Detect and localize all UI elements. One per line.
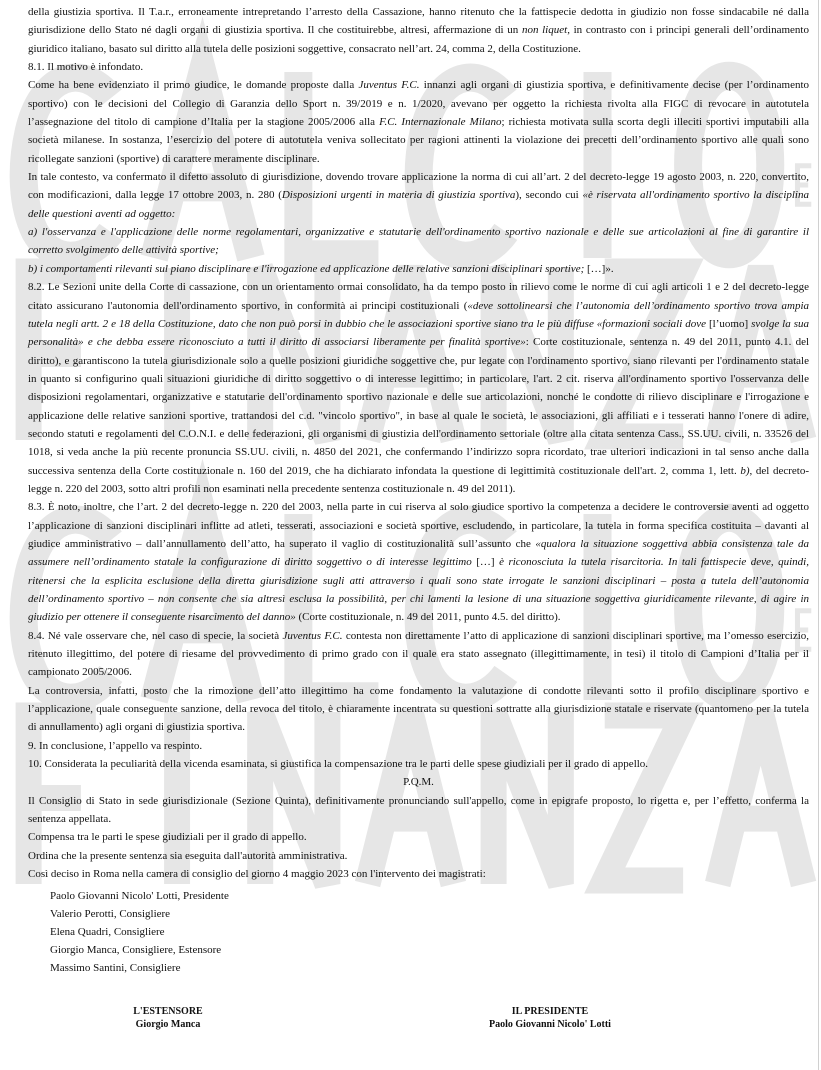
text-segment: secondo statuti e regolamenti del C.O.N.I. e delle federazioni, gli organismi di giustizia dell'ordinamento settoriale (oltre alla citata sentenza Cass., SS.UU. civili, n. 33526 del — [28, 427, 809, 440]
italic-segment: corretto svolgimento delle attività sportive; — [28, 244, 219, 257]
text-line — [28, 847, 809, 865]
signature-role: L'ESTENSORE — [133, 1006, 203, 1017]
judge-item: Elena Quadri, Consigliere — [50, 926, 165, 938]
paragraph — [28, 76, 809, 168]
judge-item: Giorgio Manca, Consigliere, Estensore — [50, 944, 222, 956]
paragraph — [28, 792, 809, 829]
text-segment: giurisdizione dello Stato né dagli organi di giustizia sportiva. Il che costituirebbe, altresì, affermazione di un — [28, 24, 522, 37]
text-segment: P.Q.M. — [403, 776, 434, 789]
text-segment: successiva sentenza della Corte costituzionale n. 160 del 2019, che ha dichiarato infondata la questione di legittimità costituzionale dell'art. 2, comma 1, lett. — [28, 464, 741, 477]
italic-segment: tutela negli artt. 2 e 18 della Costituzione, dato che non può porsi in dubbio che le associazioni sportive siano tra le più diffuse «formazioni sociali dove — [28, 317, 707, 330]
text-segment: 8.3. È noto, inoltre, che l’art. 2 del decreto-legge n. 220 del 2003, nella parte in cui riserva al solo giudice sportivo la competenza a decidere le controversie aventi ad oggetto — [28, 501, 809, 514]
paragraph — [28, 737, 809, 755]
text-line — [28, 718, 809, 736]
text-line — [28, 186, 809, 204]
paragraph — [28, 223, 809, 260]
paragraph — [28, 3, 809, 58]
text-segment: in quanto si configurino quali situazioni giuridiche di diritto soggettivo o di interesse legittimo; in particolare, l'art. 2 cit. riserva all'ordinamento sportivo l'osservanza delle — [28, 372, 809, 385]
text-line — [28, 663, 809, 681]
italic-segment: dell’ordinamento sportivo – non consente che sia altresì esclusa la possibilità, per chi lamenti la lesione di una situazione soggettiva giuridicamente rilevante, di agire in — [28, 593, 809, 605]
text-segment: sentenza appellata. — [28, 813, 112, 826]
text-segment: innanzi agli organi di giustizia sportiva, e definitivamente decise (per l’ordinamento — [419, 79, 810, 92]
italic-segment: giudizio per ottenere il conseguente risarcimento del danno» — [28, 611, 296, 624]
text-segment: […]». — [584, 262, 614, 275]
text-segment: Il Consiglio di Stato in sede giurisdizionale (Sezione Quinta), definitivamente pronunciando sull'appello, come in epigrafe proposto, lo rigetta e, per l’effetto, conferma la — [28, 794, 809, 807]
text-segment: società milanese. In sostanza, l’esercizio del potere di autotutela veniva sollecitato per ragioni attinenti la violazione dei precetti dell’ordinamento sportivo alle quali sono — [28, 134, 809, 147]
text-segment: ritenuto illegittimo, del potere di riesame del provvedimento di primo grado con il quale era stato assegnato (illegittimamente, in tesi) il titolo di Campioni d’Italia per il — [28, 648, 809, 661]
text-segment: 9. In conclusione, l’appello va respinto. — [28, 739, 203, 752]
text-segment: l’applicazione, quale conseguente sanzione, della revoca del titolo, è chiaramente incentrata su questioni sottratte alla giurisdizione statale e riservate (quantomeno per la tutela — [28, 703, 809, 716]
judge-item: Massimo Santini, Consigliere — [50, 962, 181, 974]
text-segment: della giustizia sportiva. Il T.a.r., erroneamente intrepretando l’arresto della Cassazione, hanno ritenuto che la fattispecie dedotta in giudizio non fosse sindacabile né dalla — [28, 6, 809, 18]
text-line — [28, 865, 809, 883]
italic-segment: Juventus F.C. — [358, 79, 420, 92]
text-segment: applicazione delle relative sanzioni sportive, trattandosi del c.d. "vincolo sportivo", in base al quale le società, le associazioni, gli affiliati e i tesserati hanno l'onere di adire, — [28, 409, 809, 422]
text-line — [28, 810, 809, 828]
text-line — [28, 370, 809, 388]
text-line — [28, 95, 809, 113]
text-segment: Compensa tra le parti le spese giudiziali per il grado di appello. — [28, 831, 307, 844]
paragraph — [28, 682, 809, 737]
judge-item: Paolo Giovanni Nicolo' Lotti, Presidente — [50, 890, 229, 902]
text-segment: giuridico italiano, basato sul diritto alla tutela delle posizioni soggettive, consacrato nell’art. 24, comma 2, della Costituzione. — [28, 42, 581, 55]
text-line — [28, 58, 809, 76]
text-line — [28, 40, 809, 58]
text-segment: [l’uomo] — [706, 317, 752, 330]
text-segment: Ordina che la presente sentenza sia eseguita dall'autorità amministrativa. — [28, 849, 348, 862]
judge-item: Valerio Perotti, Consigliere — [50, 908, 171, 920]
text-segment: disposizioni regolamentari, organizzative e statutarie dell'ordinamento sportivo nazionale e delle sue articolazioni, nonché le condotte di rilievo disciplinare e l'irrogazione e — [28, 391, 809, 404]
judges-list — [50, 887, 229, 977]
text-segment: , del decreto- — [749, 464, 809, 477]
text-line — [28, 425, 809, 443]
text-line — [28, 535, 809, 553]
text-line — [28, 150, 809, 168]
text-segment: : Corte costituzionale, sentenza n. 49 del 2011, punto 4.1. del — [525, 336, 810, 349]
text-segment: campionato 2005/2006. — [28, 666, 132, 679]
text-segment: ricollegate sanzioni (sportive) di carattere meramente disciplinare. — [28, 152, 320, 165]
text-line — [28, 3, 809, 21]
text-line — [28, 241, 809, 259]
italic-segment: svolge la sua — [751, 317, 809, 330]
italic-segment: «deve sottolinearsi che l’autonomia dell’ordinamento sportivo trova ampia — [467, 299, 810, 312]
text-line — [28, 21, 809, 39]
text-line — [28, 113, 809, 131]
text-segment: l’assegnazione del titolo di campione d’Italia per la stagione 2005/2006 alla — [28, 116, 380, 129]
text-line — [28, 828, 809, 846]
text-line — [28, 388, 809, 406]
text-segment: 1018, si veda anche la più recente pronuncia SS.UU. civili, n. 4850 del 2021, che confermando l’indirizzo sopra ricordato, trae ulteriori indicazioni in tal senso anche dalla — [28, 446, 809, 459]
italic-segment: a) l'osservanza e l'applicazione delle norme regolamentari, organizzative e statutarie dell'ordinamento sportivo nazionale e delle sue articolazioni al fine di garantire il — [28, 226, 809, 239]
text-line — [28, 608, 809, 626]
text-segment: , in contrasto con i principi generali dell’ordinamento — [567, 24, 809, 37]
paragraph — [28, 828, 809, 846]
signature-name: Paolo Giovanni Nicolo' Lotti — [489, 1019, 611, 1030]
text-segment: contesta non direttamente l’atto di applicazione di sanzioni disciplinari sportive, ma l’omesso esercizio, — [342, 629, 810, 642]
text-line — [28, 645, 809, 663]
paragraph — [28, 847, 809, 865]
text-line — [28, 682, 809, 700]
paragraph — [28, 260, 809, 278]
text-segment: di annullamento) agli organi di giustizia sportiva. — [28, 721, 246, 734]
paragraph — [28, 627, 809, 682]
paragraph — [28, 498, 809, 626]
text-line — [28, 462, 809, 480]
text-line — [28, 315, 809, 333]
text-segment: citato assicurano l'autonomia dell'ordinamento sportivo, in conformità ai principi costituzionali ( — [28, 299, 468, 312]
text-line — [28, 131, 809, 149]
judgment-text — [28, 3, 809, 884]
text-line — [28, 205, 809, 223]
text-segment: 8.4. Né vale osservare che, nel caso di specie, la società — [28, 629, 283, 642]
text-line — [28, 755, 809, 773]
text-segment: legge n. 220 del 2003, sotto altri profili non esaminati nella precedente sentenza costituzionale n. 49 del 2011). — [28, 482, 516, 495]
text-line — [28, 278, 809, 296]
italic-segment: delle questioni aventi ad oggetto: — [28, 207, 176, 220]
text-segment: diritto), e garantiscono la tutela giurisdizionale solo a quelle posizioni giuridiche soggettive che, pur legate con l'ordinamento sportivo, siano rilevanti per l'ordinamento statale — [28, 354, 809, 367]
signature-name: Giorgio Manca — [135, 1019, 201, 1030]
text-segment: Come ha bene evidenziato il primo giudice, le domande proposte dalla — [28, 79, 359, 92]
text-line — [28, 333, 809, 351]
text-segment: […] — [471, 556, 500, 569]
text-line — [28, 76, 809, 94]
estensore-signature — [48, 1005, 288, 1031]
text-line — [28, 572, 809, 590]
paragraph — [28, 58, 809, 76]
italic-segment: assumere nell’ordinamento statale la configurazione di diritto soggettivo o di interesse legittimo — [28, 556, 472, 569]
text-segment: l’applicazione di sanzioni disciplinari inflitte ad atleti, tesserati, associazioni e società sportive, escludendo, in particolare, la tutela in forma specifica costituita – davanti al — [28, 519, 809, 532]
text-segment: In tale contesto, va confermato il difetto assoluto di giurisdizione, dovendo trovare applicazione la norma di cui all’art. 2 del decreto-legge 19 agosto 2003, n. 220, convertito, — [28, 171, 809, 184]
italic-segment: b) — [740, 464, 750, 477]
text-line — [28, 773, 809, 791]
text-segment: ), secondo cui — [515, 189, 583, 202]
text-line — [28, 517, 809, 535]
italic-segment: «qualora la situazione soggettiva abbia consistenza tale da — [535, 537, 809, 550]
italic-segment: Juventus F.C. — [282, 629, 343, 642]
text-line — [28, 737, 809, 755]
text-line — [28, 700, 809, 718]
text-line — [28, 480, 809, 498]
text-line — [28, 352, 809, 370]
text-line — [28, 407, 809, 425]
text-segment: Così deciso in Roma nella camera di consiglio del giorno 4 maggio 2023 con l'intervento dei magistrati: — [28, 868, 486, 881]
text-segment: sportivo) con le decisioni del Collegio di Garanzia dello Sport n. 39/2019 e n. 1/2020, avevano per oggetto la richiesta rivolta alla FIGC di revocare in autotutela — [28, 97, 809, 110]
italic-segment: non liquet — [521, 24, 568, 37]
italic-segment: «è riservata all'ordinamento sportivo la disciplina — [582, 189, 809, 202]
paragraph — [28, 773, 809, 791]
italic-segment: ritenersi che la esplicita esclusione della diretta giurisdizione sugli atti attraverso i quali sono state irrogate le sanzioni disciplinari – posta a tutela dell’autonomia — [28, 574, 809, 587]
paragraph — [28, 168, 809, 223]
paragraph — [28, 755, 809, 773]
text-line — [28, 223, 809, 241]
text-line — [28, 297, 809, 315]
italic-segment: personalità» e che debba essere riconosciuto a tutti il diritto di associarsi liberamente per finalità sportive» — [28, 336, 526, 349]
paragraph — [28, 865, 809, 883]
italic-segment: Disposizioni urgenti in materia di giustizia sportiva — [281, 189, 516, 202]
text-segment: ; richiesta motivata sulla scorta degli illeciti sportivi imputabili alla — [501, 116, 810, 129]
text-line — [28, 443, 809, 461]
text-line — [28, 498, 809, 516]
text-line — [28, 260, 809, 278]
text-segment: 10. Considerata la peculiarità della vicenda esaminata, si giustifica la compensazione tra le parti delle spese giudiziali per il grado di appello. — [28, 758, 649, 771]
presidente-signature — [430, 1005, 670, 1031]
text-segment: giudice amministrativo – dall’annullamento dell’atto, ha superato il vaglio di costituzionalità sull’assunto che — [28, 537, 536, 550]
text-line — [28, 627, 809, 645]
signature-role: IL PRESIDENTE — [511, 1006, 589, 1017]
text-line — [28, 168, 809, 186]
italic-segment: b) i comportamenti rilevanti sul piano disciplinare e l'irrogazione ed applicazione delle relative sanzioni disciplinari sportive; — [28, 262, 585, 275]
italic-segment: è riconosciuta la tutela risarcitoria. In tali fattispecie deve, quindi, — [499, 556, 809, 569]
paragraph — [28, 278, 809, 498]
text-line — [28, 553, 809, 571]
text-segment: La controversia, infatti, posto che la rimozione dell’atto illegittimo ha come fondamento la valutazione di condotte rilevanti sotto il profilo disciplinare sportivo e — [28, 684, 809, 697]
text-segment: 8.2. Le Sezioni unite della Corte di cassazione, con un orientamento ormai consolidato, ha da tempo posto in rilievo come le norme di cui agli articoli 1 e 2 del decreto-legge — [28, 281, 809, 294]
text-segment: 8.1. Il motivo è infondato. — [28, 61, 144, 74]
page-edge-divider — [818, 0, 819, 1070]
italic-segment: F.C. Internazionale Milano — [379, 116, 502, 129]
text-line — [28, 590, 809, 608]
text-segment: con modificazioni, dalla legge 17 ottobre 2003, n. 280 ( — [28, 189, 282, 202]
text-segment: (Corte costituzionale, n. 49 del 2011, punto 4.5. del diritto). — [295, 611, 561, 624]
text-line — [28, 792, 809, 810]
